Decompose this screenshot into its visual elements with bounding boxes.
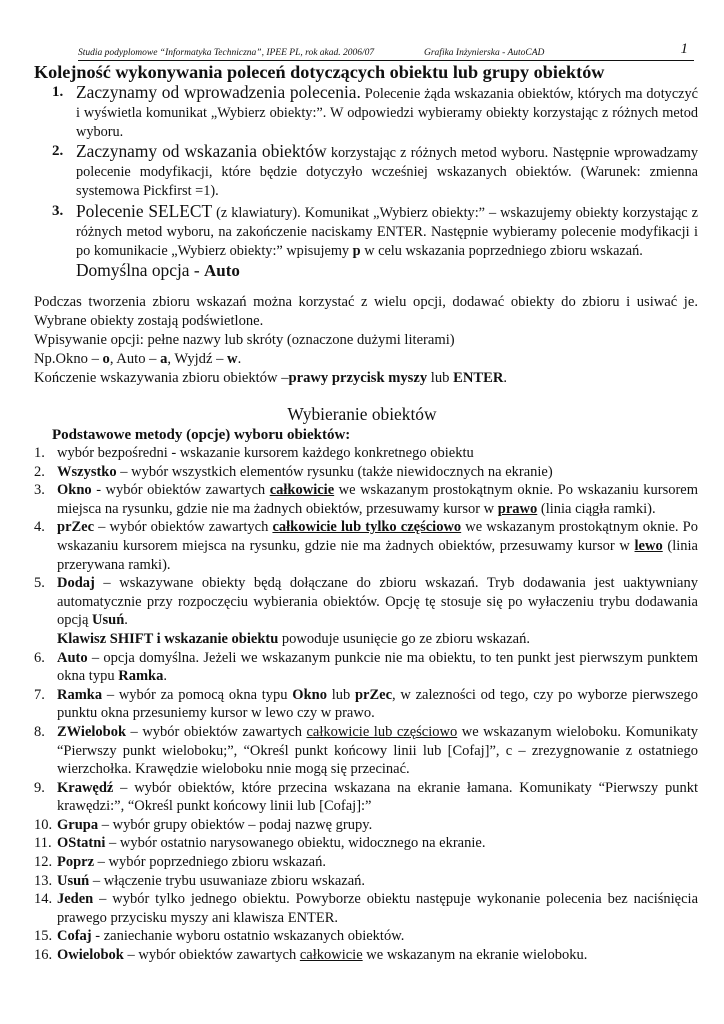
item-text: ZWielobok – wybór obiektów zawartych całkowicie lub częściowo we wskazanym wieloboku. Komunikaty “Pierwszy punkt wieloboku;”, “Określ punkt końcowy linii lub [Cofaj]”, c – zrezygnowanie z ostatniego wierzchołka. Krawędzie wieloboku nnie mogą się przecinać. bbox=[57, 723, 698, 778]
item-text: Jeden – wybór tylko jednego obiektu. Powyborze obiektu następuje wykonanie polecenia bez naciśnięcia prawego przycisku myszy ani klawisza ENTER. bbox=[57, 891, 698, 926]
option-item bbox=[34, 853, 698, 872]
option-item bbox=[34, 946, 698, 965]
item-number: 1. bbox=[34, 445, 45, 461]
item-number: 14. bbox=[34, 891, 53, 908]
item-text: Wszystko – wybór wszystkich elementów rysunku (także niewidocznych na ekranie) bbox=[57, 463, 553, 480]
list-item bbox=[34, 142, 698, 201]
option-item bbox=[34, 444, 698, 463]
page-number: 1 bbox=[680, 41, 688, 57]
item-text: Zaczynamy od wprowadzenia polecenia. Polecenie żąda wskazania obiektów, których ma dotyczyć i wyświetla komunikat „Wybierz obiekty:”. W odpowiedzi wybieramy obiekty korzystając z różnych metod wyboru. bbox=[76, 82, 698, 141]
item-text: Zaczynamy od wskazania obiektów korzystając z różnych metod wyboru. Następnie wprowadzamy polecenie modyfikacji, które będzie dotyczyło wcześniej wskazanych obiektów. (Warunek: zmienna systemowa Pickfirst =1). bbox=[76, 141, 698, 200]
page-title: Kolejność wykonywania poleceń dotyczących obiektu lub grupy obiektów bbox=[34, 62, 605, 82]
default-option: Domyślna opcja - Auto bbox=[76, 259, 240, 280]
option-item bbox=[34, 723, 698, 779]
item-text: Ramka – wybór za pomocą okna typu Okno lub prZec, w zalezności od tego, czy po wyborze pierwszego punktu okna przesuniemy kursor w lewo czy w prawo. bbox=[57, 686, 699, 722]
item-text: Dodaj – wskazywane obiekty będą dołączane do zbioru wskazań. Tryb dodawania jest uaktywniany automatycznie przy rozpoczęciu wybierania obiektów. Opcję tę stosuje się po wyłaczeniu trybu dodawania opcją Usuń. bbox=[57, 575, 698, 629]
item-number: 6. bbox=[34, 649, 45, 666]
option-item bbox=[34, 463, 698, 482]
option-item bbox=[34, 890, 698, 927]
option-item bbox=[34, 574, 698, 648]
header-course: Studia podyplomowe “Informatyka Techniczna”, IPEE PL, rok akad. 2006/07 bbox=[78, 48, 375, 58]
option-item bbox=[34, 816, 698, 835]
item-number: 9. bbox=[34, 779, 45, 796]
option-item bbox=[34, 649, 698, 686]
item-number: 16. bbox=[34, 947, 53, 964]
option-item bbox=[34, 686, 698, 723]
list-item bbox=[34, 83, 698, 142]
intro-paragraph: Kończenie wskazywania zbioru obiektów –prawy przycisk myszy lub ENTER. bbox=[34, 370, 508, 387]
shift-note: Klawisz SHIFT i wskazanie obiektu powoduje usunięcie go ze zbioru wskazań. bbox=[57, 630, 530, 647]
item-number: 1. bbox=[52, 84, 64, 100]
intro-paragraph: Wpisywanie opcji: pełne nazwy lub skróty (oznaczone dużymi literami) bbox=[34, 332, 455, 349]
item-text: Krawędź – wybór obiektów, które przecina wskazana na ekranie łamana. Komunikaty “Pierwszy punkt krawędzi:”, “Określ punkt końcowy linii lub [Cofaj]:” bbox=[57, 779, 698, 815]
intro-paragraph: Podczas tworzenia zbioru wskazań można korzystać z wielu opcji, dodawać obiekty do zbioru i usiwać je. Wybrane obiekty zostają podświetlone. bbox=[34, 294, 698, 330]
intro-text bbox=[34, 293, 698, 388]
section-subtitle: Podstawowe metody (opcje) wyboru obiektów: bbox=[52, 427, 351, 443]
item-text: Auto – opcja domyślna. Jeżeli we wskazanym punkcie nie ma obiektu, to ten punkt jest pierwszym punktem okna typu Ramka. bbox=[57, 649, 698, 685]
item-number: 13. bbox=[34, 872, 53, 889]
item-text: wybór bezpośredni - wskazanie kursorem każdego konkretnego obiektu bbox=[57, 445, 474, 461]
item-text: OStatni – wybór ostatnio narysowanego obiektu, widocznego na ekranie. bbox=[57, 835, 486, 852]
item-number: 11. bbox=[34, 835, 52, 852]
section-title: Wybieranie obiektów bbox=[287, 404, 437, 424]
option-item bbox=[34, 481, 698, 518]
item-number: 5. bbox=[34, 575, 45, 592]
option-item bbox=[34, 834, 698, 853]
item-number: 2. bbox=[34, 463, 45, 480]
item-number: 12. bbox=[34, 854, 53, 871]
option-item bbox=[34, 779, 698, 816]
item-number: 2. bbox=[52, 143, 64, 160]
item-number: 3. bbox=[52, 202, 64, 219]
command-order-list bbox=[34, 83, 698, 282]
item-text: Owielobok – wybór obiektów zawartych całkowicie we wskazanym na ekranie wieloboku. bbox=[57, 947, 588, 964]
option-item bbox=[34, 518, 698, 574]
intro-paragraph: Np.Okno – o, Auto – a, Wyjdź – w. bbox=[34, 351, 242, 368]
item-text: Polecenie SELECT (z klawiatury). Komunikat „Wybierz obiekty:” – wskazujemy obiekty korzystając z różnych metod wyboru, na zakończenie naciskamy ENTER. Następnie wybieramy polecenie modyfikacji i po komunikacie „Wybierz obiekty:” wpisujemy p w celu wskazania poprzedniego zbioru wskazań. bbox=[76, 200, 698, 259]
item-number: 15. bbox=[34, 928, 53, 945]
item-text: Grupa – wybór grupy obiektów – podaj nazwę grupy. bbox=[57, 816, 373, 833]
item-text: Usuń – włączenie trybu usuwaniaze zbioru wskazań. bbox=[57, 872, 366, 889]
item-number: 3. bbox=[34, 482, 45, 499]
running-header bbox=[78, 41, 694, 60]
option-item bbox=[34, 927, 698, 946]
item-number: 10. bbox=[34, 816, 53, 833]
item-text: Okno - wybór obiektów zawartych całkowicie we wskazanym prostokątnym oknie. Po wskazaniu kursorem miejsca na rysunku, gdzie nie ma żadnych obiektów, przesuwamy kursor w prawo (linia ciągła ramki). bbox=[57, 482, 699, 517]
item-text: Poprz – wybór poprzedniego zbioru wskazań. bbox=[57, 854, 326, 871]
item-text: Cofaj - zaniechanie wyboru ostatnio wskazanych obiektów. bbox=[57, 928, 405, 945]
item-number: 4. bbox=[34, 519, 45, 536]
list-item bbox=[34, 202, 698, 282]
header-subject: Grafika Inżynierska - AutoCAD bbox=[424, 48, 545, 58]
item-number: 8. bbox=[34, 723, 45, 740]
option-item bbox=[34, 872, 698, 891]
item-text: prZec – wybór obiektów zawartych całkowicie lub tylko częściowo we wskazanym prostokątnym oknie. Po wskazaniu kursorem miejsca na rysunku, gdzie nie ma żadnych obiektów, przesuwamy kursor w lewo (linia przerywana ramki). bbox=[57, 519, 698, 573]
selection-options-list bbox=[34, 444, 698, 965]
item-number: 7. bbox=[34, 686, 45, 703]
